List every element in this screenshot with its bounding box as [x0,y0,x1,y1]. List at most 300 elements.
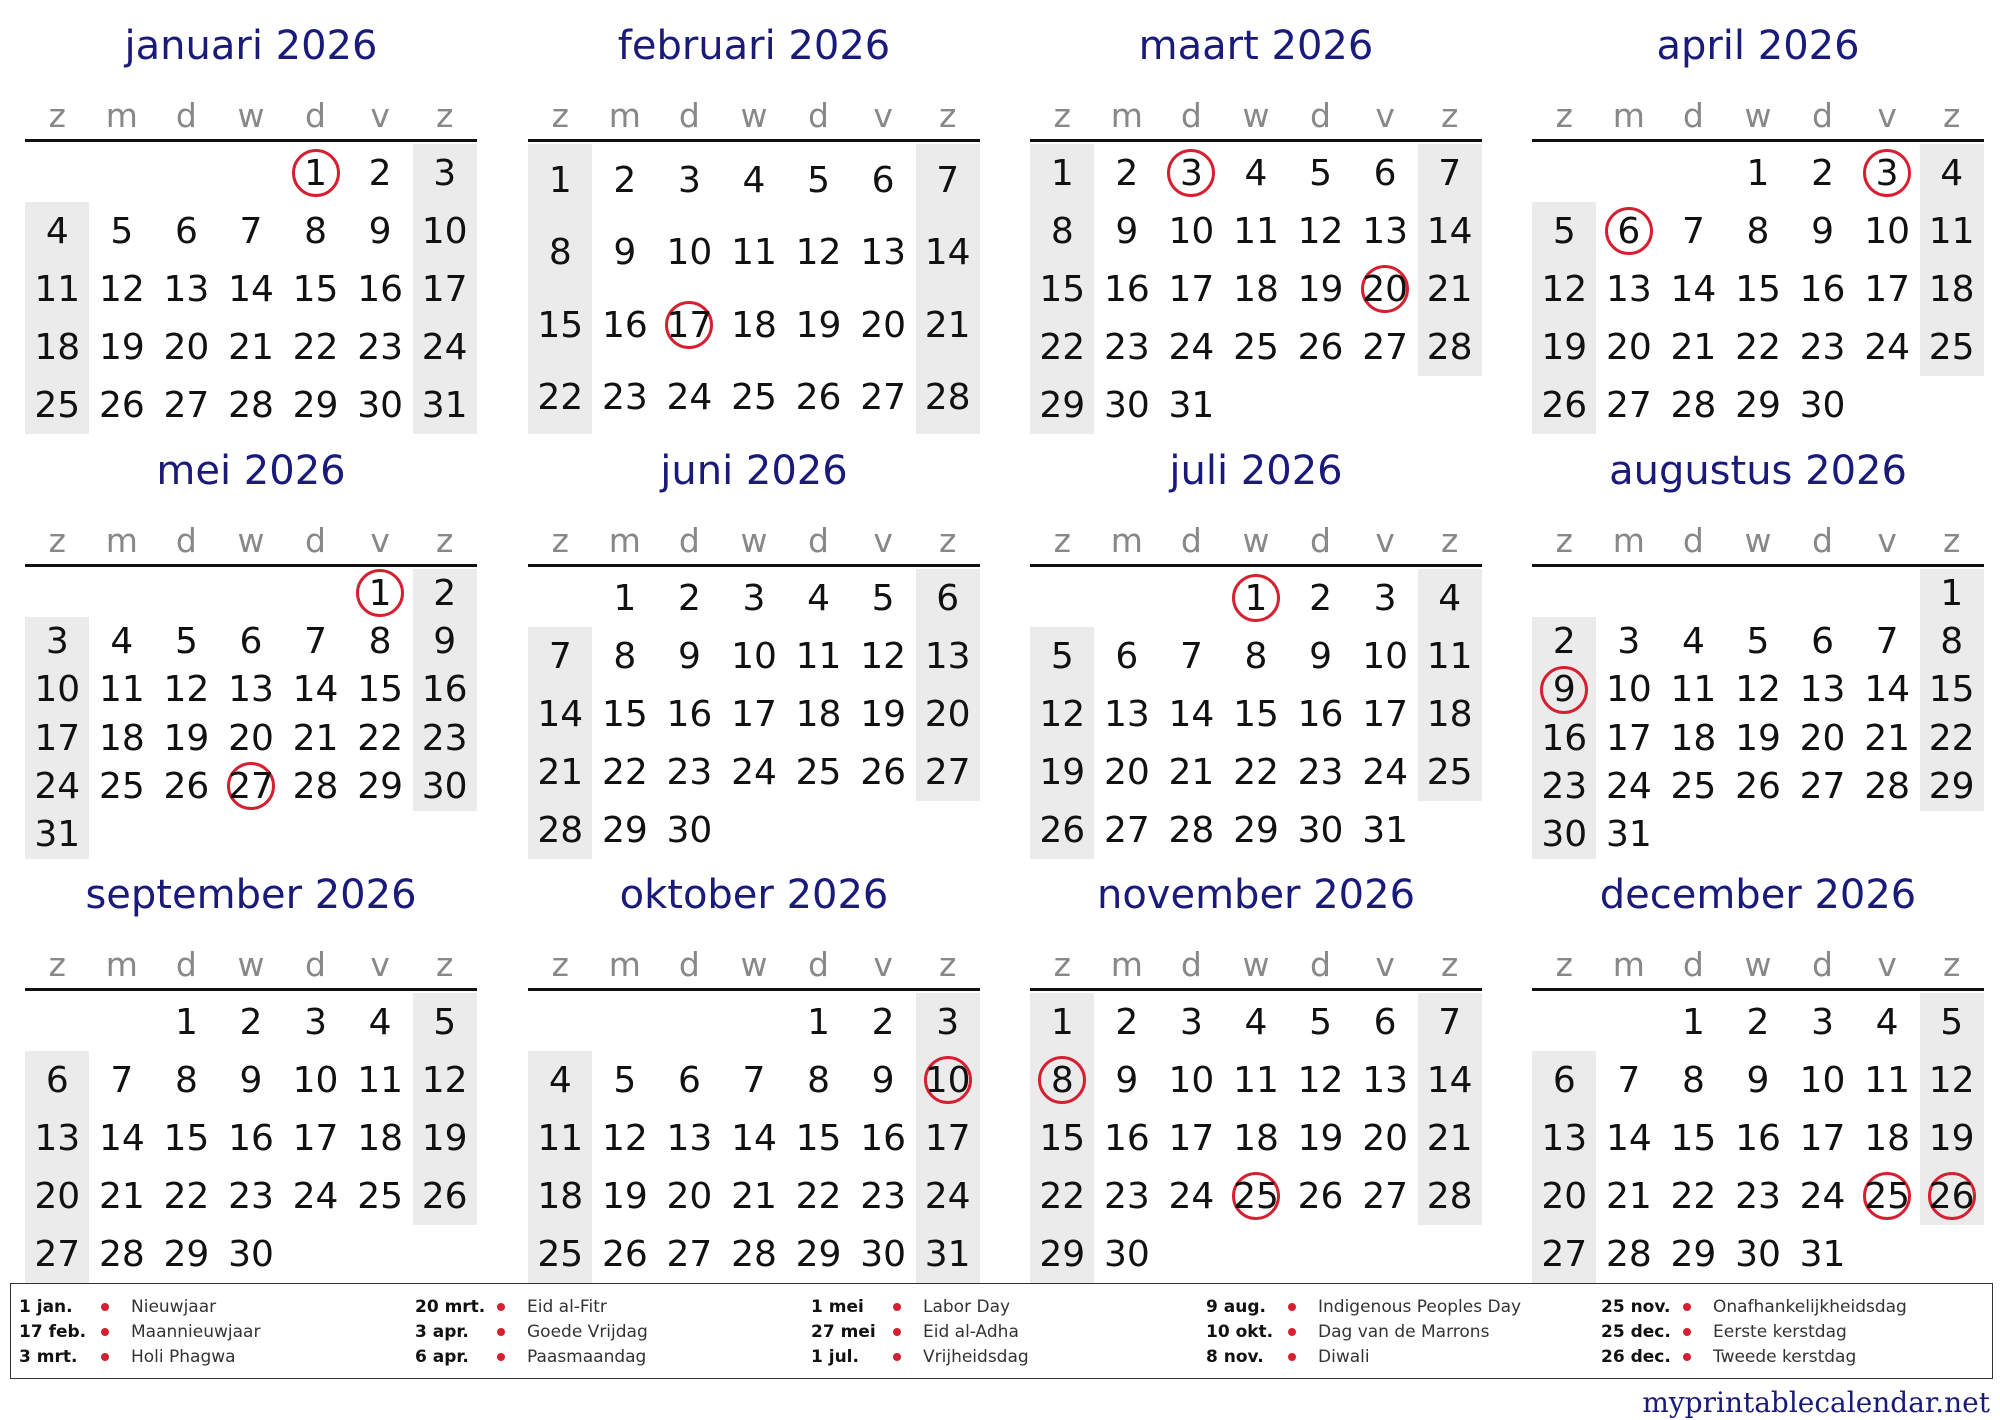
day-cell: 31 [421,384,468,426]
day-cell: 6 [1115,635,1139,677]
weekday-label: v [873,945,893,984]
weekday-label: z [1555,945,1573,984]
day-grid [1532,569,1984,859]
legend-holiday-name: Vrijheidsdag [923,1346,1029,1367]
day-cell: 16 [1799,268,1846,310]
day-grid [1532,144,1984,434]
day-cell: 8 [174,1059,198,1101]
day-cell: 4 [368,1001,392,1043]
day-cell: 7 [548,635,572,677]
day-cell: 5 [807,159,830,201]
day-cell: 20 [1605,326,1652,368]
day-cell: 7 [304,620,327,662]
day-cell: 28 [537,809,584,851]
empty-cell [1532,569,1597,617]
month-4 [25,443,477,859]
day-cell: 1 [1746,152,1770,194]
empty-cell [528,993,593,1051]
day-grid [528,569,980,859]
day-cell: 4 [110,620,134,662]
day-cell: 5 [613,1059,637,1101]
day-cell: 1 [613,577,637,619]
day-cell: 19 [601,1175,648,1217]
weekday-label: m [608,521,641,560]
day-cell: 16 [601,304,648,346]
day-cell: 18 [98,717,145,759]
legend-holiday-name: Eid al-Fitr [527,1296,607,1317]
holiday-day-cell: 8 [1030,1051,1095,1109]
holiday-day-cell: 20 [1353,260,1418,318]
day-cell: 20 [1362,1117,1408,1159]
day-cell: 19 [98,326,145,368]
day-cell: 12 [1039,693,1086,735]
day-cell: 14 [1426,1059,1473,1101]
day-cell: 26 [601,1233,648,1275]
legend-column [415,1294,648,1369]
month-title: september 2026 [85,872,417,918]
legend-entry [415,1319,648,1344]
day-cell: 18 [357,1117,403,1159]
weekday-label: z [551,96,569,135]
weekday-header [1532,517,1984,565]
day-cell: 25 [1928,326,1975,368]
day-cell: 8 [613,635,637,677]
day-cell: 21 [1426,1117,1473,1159]
weekday-label: v [1375,945,1395,984]
month-title: mei 2026 [156,448,346,494]
day-cell: 5 [174,620,198,662]
day-cell: 1 [174,1001,198,1043]
legend-date: 25 nov. [1601,1296,1671,1317]
day-grid [1030,993,1482,1283]
header-rule [528,988,980,991]
legend-date: 1 mei [811,1296,864,1317]
day-cell: 9 [1115,210,1139,252]
weekday-label: m [105,96,138,135]
day-cell: 28 [1670,384,1717,426]
day-cell: 27 [1541,1233,1588,1275]
day-cell: 23 [601,377,648,419]
day-cell: 21 [731,1175,777,1217]
day-cell: 10 [1799,1059,1846,1101]
weekday-label: z [1555,96,1573,135]
weekday-label: z [551,521,569,560]
day-cell: 1 [548,159,572,201]
day-cell: 27 [860,377,906,419]
weekday-label: d [175,96,197,135]
day-cell: 15 [1039,268,1086,310]
day-cell: 2 [239,1001,263,1043]
day-cell: 7 [742,1059,766,1101]
day-cell: 6 [1373,1001,1397,1043]
day-cell: 13 [924,635,971,677]
day-cell: 4 [807,577,830,619]
weekday-label: m [608,945,641,984]
day-cell: 28 [1864,765,1910,807]
day-cell: 12 [860,635,906,677]
day-cell: 6 [174,210,198,252]
empty-cell [219,569,284,617]
legend-date: 6 apr. [415,1346,469,1367]
empty-cell [1855,569,1920,617]
day-cell: 30 [1103,384,1150,426]
empty-cell [657,993,722,1051]
day-cell: 13 [1362,210,1408,252]
day-cell: 2 [1115,1001,1139,1043]
month-title: november 2026 [1096,872,1416,918]
day-cell: 28 [292,765,339,807]
legend-entry [1601,1344,1907,1369]
day-cell: 9 [368,210,392,252]
day-cell: 5 [1309,1001,1332,1043]
day-cell: 12 [98,268,145,310]
day-cell: 22 [1039,1175,1086,1217]
day-cell: 2 [1811,152,1834,194]
day-cell: 24 [1864,326,1910,368]
legend-entry [811,1319,1029,1344]
weekday-label: z [48,945,66,984]
holiday-dot-icon [893,1303,901,1311]
header-rule [528,564,980,567]
day-cell: 9 [1746,1059,1770,1101]
day-cell: 22 [163,1175,210,1217]
empty-cell [25,144,90,202]
day-cell: 9 [1115,1059,1139,1101]
day-cell: 25 [1233,326,1279,368]
day-cell: 10 [421,210,468,252]
holiday-day-cell: 10 [915,1051,980,1109]
month-11 [1532,867,1984,1283]
weekday-header [25,941,477,989]
day-cell: 18 [1928,268,1975,310]
holiday-dot-icon [101,1303,109,1311]
day-cell: 27 [1362,1175,1408,1217]
day-cell: 24 [1799,1175,1846,1217]
day-cell: 20 [1541,1175,1588,1217]
weekday-label: w [1744,96,1772,135]
day-cell: 25 [795,751,842,793]
empty-cell [1726,569,1791,617]
day-cell: 10 [731,635,777,677]
weekday-label: v [370,96,390,135]
empty-cell [722,993,787,1051]
day-cell: 25 [1426,751,1473,793]
weekday-label: v [1877,945,1897,984]
day-cell: 11 [537,1117,584,1159]
day-cell: 13 [860,232,906,274]
day-cell: 15 [357,669,403,711]
day-cell: 3 [304,1001,327,1043]
day-cell: 27 [34,1233,81,1275]
day-cell: 19 [1541,326,1588,368]
legend-holiday-name: Eerste kerstdag [1713,1321,1847,1342]
header-rule [1030,139,1482,142]
day-cell: 6 [1373,152,1397,194]
day-cell: 8 [1244,635,1268,677]
day-cell: 17 [1168,268,1215,310]
weekday-label: v [1375,521,1395,560]
day-cell: 17 [1168,1117,1215,1159]
holiday-dot-icon [1683,1328,1691,1336]
weekday-label: d [175,521,197,560]
day-cell: 26 [1297,1175,1344,1217]
legend-entry [1206,1319,1521,1344]
day-cell: 15 [537,304,584,346]
empty-cell [283,569,348,617]
weekday-label: d [1812,521,1833,560]
weekday-label: d [678,521,700,560]
day-cell: 8 [807,1059,830,1101]
day-cell: 4 [1875,1001,1899,1043]
weekday-label: d [305,96,326,135]
legend-column [19,1294,260,1369]
legend-holiday-name: Paasmaandag [527,1346,647,1367]
day-cell: 9 [613,232,637,274]
weekday-label: d [808,945,829,984]
header-rule [1030,564,1482,567]
day-cell: 12 [1735,669,1781,711]
header-rule [25,564,477,567]
day-cell: 17 [1362,693,1408,735]
weekday-label: z [1942,521,1961,560]
day-cell: 23 [860,1175,906,1217]
day-cell: 7 [1179,635,1203,677]
day-cell: 8 [304,210,327,252]
day-cell: 24 [1605,765,1652,807]
day-cell: 30 [860,1233,906,1275]
legend-holiday-name: Indigenous Peoples Day [1318,1296,1522,1317]
month-2 [1030,18,1482,434]
day-cell: 6 [936,577,960,619]
holiday-dot-icon [101,1353,109,1361]
day-cell: 18 [1233,268,1279,310]
empty-cell [25,569,90,617]
holiday-day-cell: 27 [219,762,284,810]
day-cell: 10 [34,669,81,711]
empty-cell [1532,993,1597,1051]
day-cell: 3 [1373,577,1397,619]
day-cell: 14 [228,268,274,310]
day-cell: 13 [1605,268,1652,310]
day-cell: 20 [860,304,906,346]
day-cell: 15 [1928,669,1975,711]
legend-column [1206,1294,1521,1369]
day-cell: 21 [1168,751,1215,793]
day-cell: 20 [1103,751,1150,793]
day-cell: 7 [1617,1059,1641,1101]
day-cell: 2 [1115,152,1139,194]
day-cell: 15 [1735,268,1781,310]
weekday-label: w [237,96,265,135]
day-grid [1030,144,1482,434]
day-cell: 23 [1297,751,1344,793]
day-cell: 11 [795,635,842,677]
weekday-label: d [305,521,326,560]
header-rule [25,139,477,142]
weekday-label: d [1682,945,1704,984]
day-cell: 23 [228,1175,274,1217]
day-cell: 17 [34,717,81,759]
holiday-dot-icon [101,1328,109,1336]
day-cell: 5 [871,577,895,619]
day-cell: 7 [1438,152,1462,194]
day-cell: 24 [1168,326,1215,368]
day-cell: 18 [34,326,81,368]
day-cell: 19 [795,304,842,346]
day-cell: 16 [1735,1117,1781,1159]
day-cell: 14 [924,232,971,274]
month-title: maart 2026 [1138,23,1374,69]
day-cell: 12 [795,232,842,274]
weekday-label: d [1812,96,1833,135]
day-cell: 11 [1928,210,1975,252]
day-cell: 28 [1426,326,1473,368]
weekday-label: d [808,521,829,560]
day-cell: 7 [110,1059,134,1101]
day-cell: 14 [1605,1117,1652,1159]
day-cell: 13 [228,669,274,711]
day-cell: 6 [871,159,895,201]
day-cell: 19 [1297,268,1344,310]
day-cell: 30 [421,765,468,807]
weekday-label: z [1440,945,1459,984]
day-cell: 7 [1438,1001,1462,1043]
empty-cell [1661,569,1726,617]
day-cell: 9 [677,635,701,677]
weekday-header [528,941,980,989]
weekday-label: d [1180,945,1202,984]
day-cell: 23 [666,751,713,793]
day-cell: 4 [1244,152,1268,194]
legend-date: 17 feb. [19,1321,87,1342]
day-cell: 27 [924,751,971,793]
day-cell: 22 [1735,326,1781,368]
day-cell: 13 [666,1117,713,1159]
legend-entry [1206,1294,1521,1319]
legend-holiday-name: Tweede kerstdag [1713,1346,1857,1367]
month-title: oktober 2026 [619,872,889,918]
weekday-label: m [1612,945,1645,984]
day-cell: 9 [1309,635,1332,677]
day-cell: 11 [34,268,81,310]
day-cell: 26 [795,377,842,419]
weekday-label: z [1053,96,1071,135]
day-cell: 17 [924,1117,971,1159]
weekday-header [528,517,980,565]
weekday-label: z [1440,521,1459,560]
day-cell: 3 [1179,1001,1203,1043]
holiday-dot-icon [497,1353,505,1361]
empty-cell [154,569,219,617]
day-cell: 21 [924,304,971,346]
weekday-label: w [1744,521,1772,560]
holiday-day-cell: 3 [1855,144,1920,202]
day-cell: 12 [421,1059,468,1101]
day-cell: 2 [677,577,701,619]
weekday-label: d [1682,521,1704,560]
day-cell: 13 [34,1117,81,1159]
day-cell: 2 [1309,577,1332,619]
weekday-label: z [938,96,957,135]
legend-entry [811,1294,1029,1319]
weekday-header [1030,517,1482,565]
day-cell: 12 [601,1117,648,1159]
day-cell: 12 [1297,210,1344,252]
day-cell: 25 [537,1233,584,1275]
day-grid [528,144,980,434]
day-cell: 12 [1541,268,1588,310]
day-cell: 7 [936,159,960,201]
day-cell: 26 [421,1175,468,1217]
day-cell: 13 [163,268,210,310]
day-cell: 23 [421,717,468,759]
day-cell: 2 [433,572,457,614]
site-url[interactable]: myprintablecalendar.net [1642,1386,1990,1419]
weekday-label: w [237,945,265,984]
day-cell: 14 [292,669,339,711]
day-cell: 8 [1050,210,1074,252]
legend-date: 20 mrt. [415,1296,486,1317]
day-cell: 5 [1309,152,1332,194]
day-cell: 13 [1799,669,1846,711]
day-cell: 19 [421,1117,468,1159]
weekday-label: d [175,945,197,984]
legend-date: 3 mrt. [19,1346,78,1367]
day-cell: 11 [1426,635,1473,677]
legend-holiday-name: Diwali [1318,1346,1370,1367]
holiday-day-cell: 26 [1919,1167,1984,1225]
day-cell: 14 [537,693,584,735]
day-cell: 30 [1297,809,1344,851]
day-cell: 27 [163,384,210,426]
day-cell: 21 [1670,326,1717,368]
day-cell: 28 [1168,809,1215,851]
day-cell: 19 [860,693,906,735]
day-cell: 15 [1670,1117,1717,1159]
weekday-label: m [105,521,138,560]
holiday-day-cell: 6 [1597,202,1662,260]
day-cell: 31 [924,1233,971,1275]
day-cell: 3 [1617,620,1641,662]
empty-cell [1030,569,1095,627]
month-7 [1532,443,1984,859]
day-cell: 29 [1928,765,1975,807]
day-cell: 8 [368,620,392,662]
weekday-label: w [740,96,768,135]
day-cell: 29 [1670,1233,1717,1275]
holiday-day-cell: 17 [657,289,722,362]
weekday-label: d [1310,96,1331,135]
day-cell: 4 [1940,152,1964,194]
day-cell: 6 [239,620,263,662]
day-cell: 2 [613,159,637,201]
legend-entry [415,1294,648,1319]
day-cell: 7 [239,210,263,252]
day-cell: 22 [357,717,403,759]
day-cell: 10 [1168,1059,1215,1101]
day-cell: 21 [98,1175,145,1217]
weekday-label: m [1612,96,1645,135]
weekday-label: w [237,521,265,560]
weekday-header [1532,92,1984,140]
day-cell: 5 [1940,1001,1964,1043]
weekday-label: d [1682,96,1704,135]
day-cell: 27 [1362,326,1408,368]
day-cell: 15 [1233,693,1279,735]
day-cell: 28 [228,384,274,426]
day-cell: 29 [601,809,648,851]
day-cell: 6 [1811,620,1834,662]
